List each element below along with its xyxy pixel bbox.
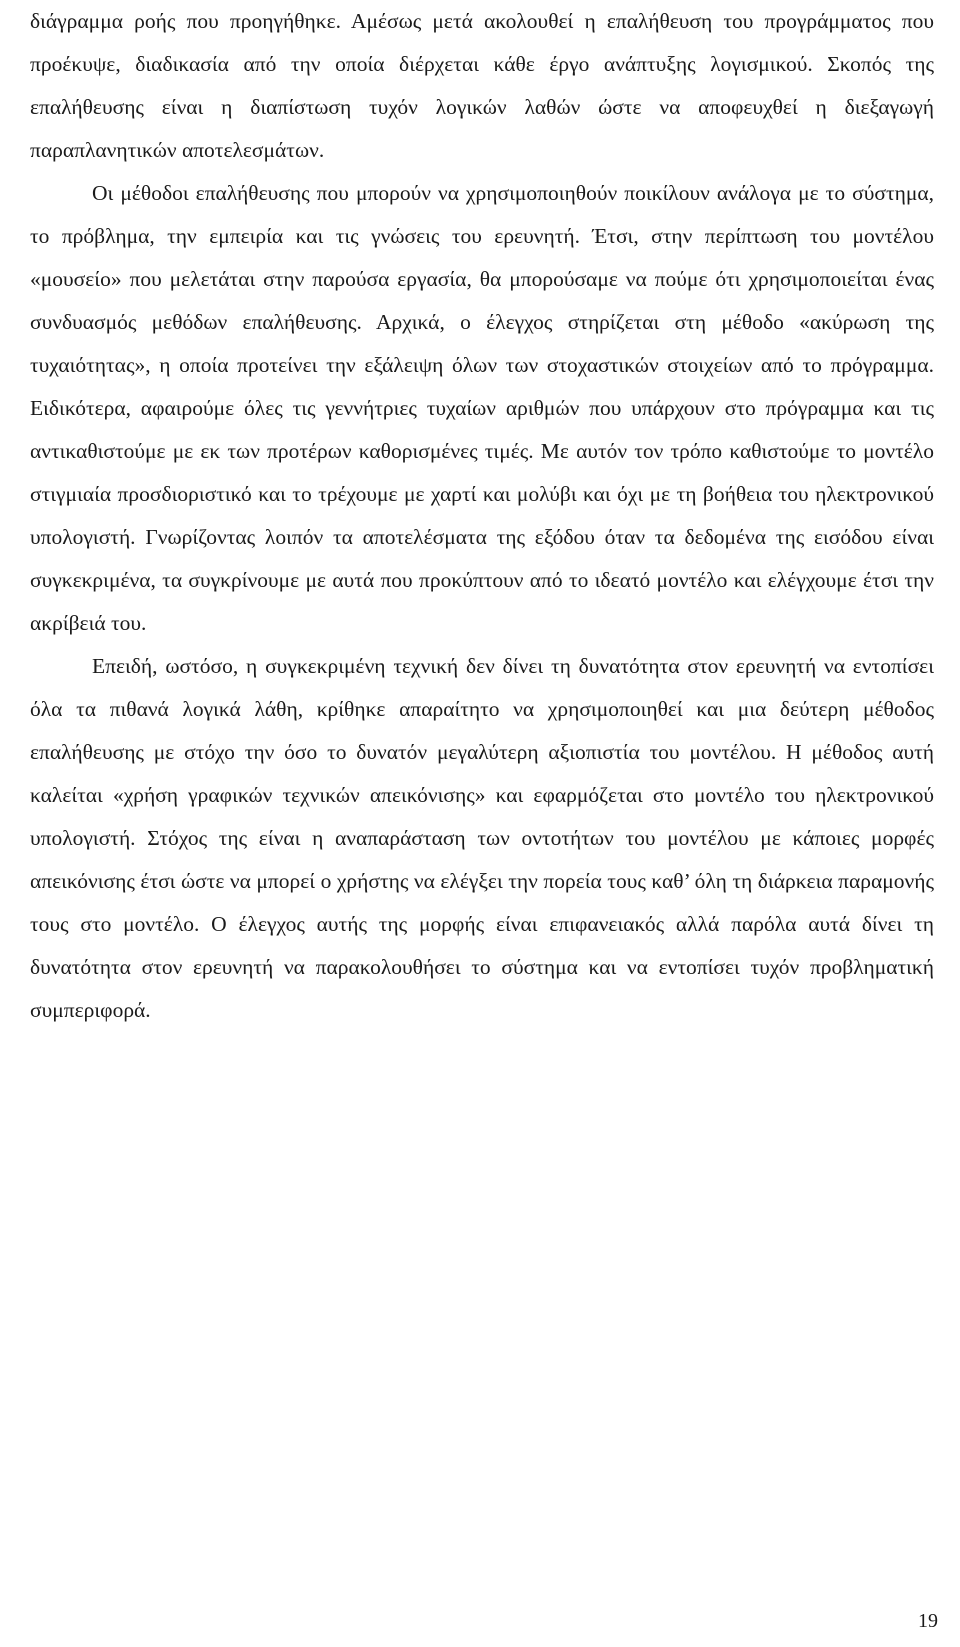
text-body — [30, 0, 934, 1032]
paragraph-1: διάγραμμα ροής που προηγήθηκε. Αμέσως μετά ακολουθεί η επαλήθευση του προγράμματος που προέκυψε, διαδικασία από την οποία διέρχεται κάθε έργο ανάπτυξης λογισμικού. Σκοπός της επαλήθευσης είναι η διαπίστωση τυχόν λογικών λαθών ώστε να αποφευχθεί η διεξαγωγή παραπλανητικών αποτελεσμάτων. — [30, 9, 934, 162]
paragraph-2: Οι μέθοδοι επαλήθευσης που μπορούν να χρησιμοποιηθούν ποικίλουν ανάλογα με το σύστημα, το πρόβλημα, την εμπειρία και τις γνώσεις του ερευνητή. Έτσι, στην περίπτωση του μοντέλου «μουσείο» που μελετάται στην παρούσα εργασία, θα μπορούσαμε να πούμε ότι χρησιμοποιείται ένας συνδυασμός μεθόδων επαλήθευσης. Αρχικά, ο έλεγχος στηρίζεται στη μέθοδο «ακύρωση της τυχαιότητας», η οποία προτείνει την εξάλειψη όλων των στοχαστικών στοιχείων από το πρόγραμμα. Ειδικότερα, αφαιρούμε όλες τις γεννήτριες τυχαίων αριθμών που υπάρχουν στο πρόγραμμα και τις αντικαθιστούμε με εκ των προτέρων καθορισμένες τιμές. Με αυτόν τον τρόπο καθιστούμε το μοντέλο στιγμιαία προσδιοριστικό και το τρέχουμε με χαρτί και μολύβι και όχι με τη βοήθεια του ηλεκτρονικού υπολογιστή. Γνωρίζοντας λοιπόν τα αποτελέσματα της εξόδου όταν τα δεδομένα της εισόδου είναι συγκεκριμένα, τα συγκρίνουμε με αυτά που προκύπτουν από το ιδεατό μοντέλο και ελέγχουμε έτσι την ακρίβειά του. — [30, 181, 934, 635]
paragraph-3: Επειδή, ωστόσο, η συγκεκριμένη τεχνική δεν δίνει τη δυνατότητα στον ερευνητή να εντοπίσει όλα τα πιθανά λογικά λάθη, κρίθηκε απαραίτητο να χρησιμοποιηθεί και μια δεύτερη μέθοδος επαλήθευσης με στόχο την όσο το δυνατόν μεγαλύτερη αξιοπιστία του μοντέλου. Η μέθοδος αυτή καλείται «χρήση γραφικών τεχνικών απεικόνισης» και εφαρμόζεται στο μοντέλο του ηλεκτρονικού υπολογιστή. Στόχος της είναι η αναπαράσταση των οντοτήτων του μοντέλου με κάποιες μορφές απεικόνισης έτσι ώστε να μπορεί ο χρήστης να ελέγξει την πορεία τους καθ’ όλη τη διάρκεια παραμονής τους στο μοντέλο. Ο έλεγχος αυτής της μορφής είναι επιφανειακός αλλά παρόλα αυτά δίνει τη δυνατότητα στον ερευνητή να παρακολουθήσει το σύστημα και να εντοπίσει τυχόν προβληματική συμπεριφορά. — [30, 654, 934, 1022]
page-number: 19 — [918, 1610, 938, 1632]
